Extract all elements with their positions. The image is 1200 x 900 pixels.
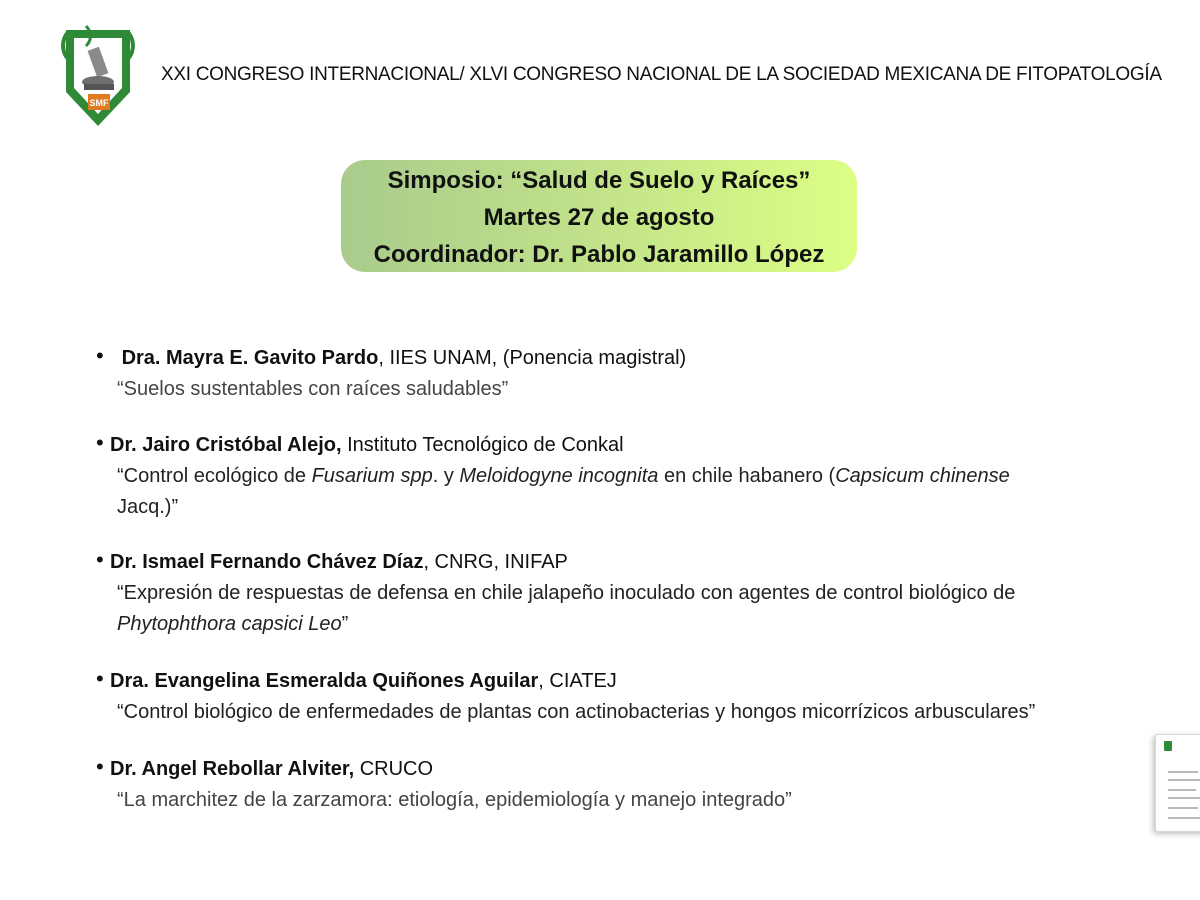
congress-title: XXI CONGRESO INTERNACIONAL/ XLVI CONGRESO NACIONAL DE LA SOCIEDAD MEXICANA DE FITOPATOLOGÍA xyxy=(161,64,1162,85)
talk-title: “Suelos sustentables con raíces saludables” xyxy=(117,378,509,400)
bullet: • xyxy=(96,430,104,455)
talk-item xyxy=(96,754,1156,816)
talk-title: “La marchitez de la zarzamora: etiología, epidemiología y manejo integrado” xyxy=(117,789,792,811)
talk-item xyxy=(96,430,1156,523)
symposium-date: Martes 27 de agosto xyxy=(483,204,715,231)
talk-title: “Expresión de respuestas de defensa en chile jalapeño inoculado con agentes de control biológico de xyxy=(117,582,1016,604)
speaker-affiliation: , IIES UNAM, (Ponencia magistral) xyxy=(378,347,687,369)
bullet: • xyxy=(96,666,104,691)
speaker-affiliation: , CNRG, INIFAP xyxy=(423,551,568,573)
next-slide-thumbnail[interactable] xyxy=(1155,734,1200,832)
talk-title: “Control biológico de enfermedades de plantas con actinobacterias y hongos micorrízicos arbusculares” xyxy=(117,701,1036,723)
speaker-affiliation: CRUCO xyxy=(354,758,434,780)
speaker-affiliation: Instituto Tecnológico de Conkal xyxy=(341,434,624,456)
talk-title-continued: Phytophthora capsici Leo” xyxy=(117,613,349,635)
bullet: • xyxy=(96,754,104,779)
society-logo xyxy=(58,22,138,128)
speaker-name: Dr. Angel Rebollar Alviter, xyxy=(110,758,355,780)
bullet: • xyxy=(96,547,104,572)
talk-item xyxy=(96,343,1156,405)
symposium-banner xyxy=(341,160,857,272)
speaker-name: Dra. Evangelina Esmeralda Quiñones Aguilar xyxy=(110,670,539,692)
thumbnail-logo-icon xyxy=(1164,741,1172,751)
speaker-name: Dra. Mayra E. Gavito Pardo xyxy=(121,347,379,369)
bullet: • xyxy=(96,343,104,368)
speaker-name: Dr. Ismael Fernando Chávez Díaz xyxy=(110,551,424,573)
speaker-name: Dr. Jairo Cristóbal Alejo, xyxy=(110,434,342,456)
speaker-affiliation: , CIATEJ xyxy=(538,670,617,692)
talk-title: “Control ecológico de Fusarium spp. y Meloidogyne incognita en chile habanero (Capsicum chinense xyxy=(117,465,1010,487)
talk-title-continued: Jacq.)” xyxy=(117,496,179,518)
symposium-coordinator: Coordinador: Dr. Pablo Jaramillo López xyxy=(373,241,825,268)
logo-text: SMF xyxy=(89,98,109,108)
symposium-name: Simposio: “Salud de Suelo y Raíces” xyxy=(387,167,811,194)
talk-item xyxy=(96,547,1156,640)
talk-item xyxy=(96,666,1156,728)
